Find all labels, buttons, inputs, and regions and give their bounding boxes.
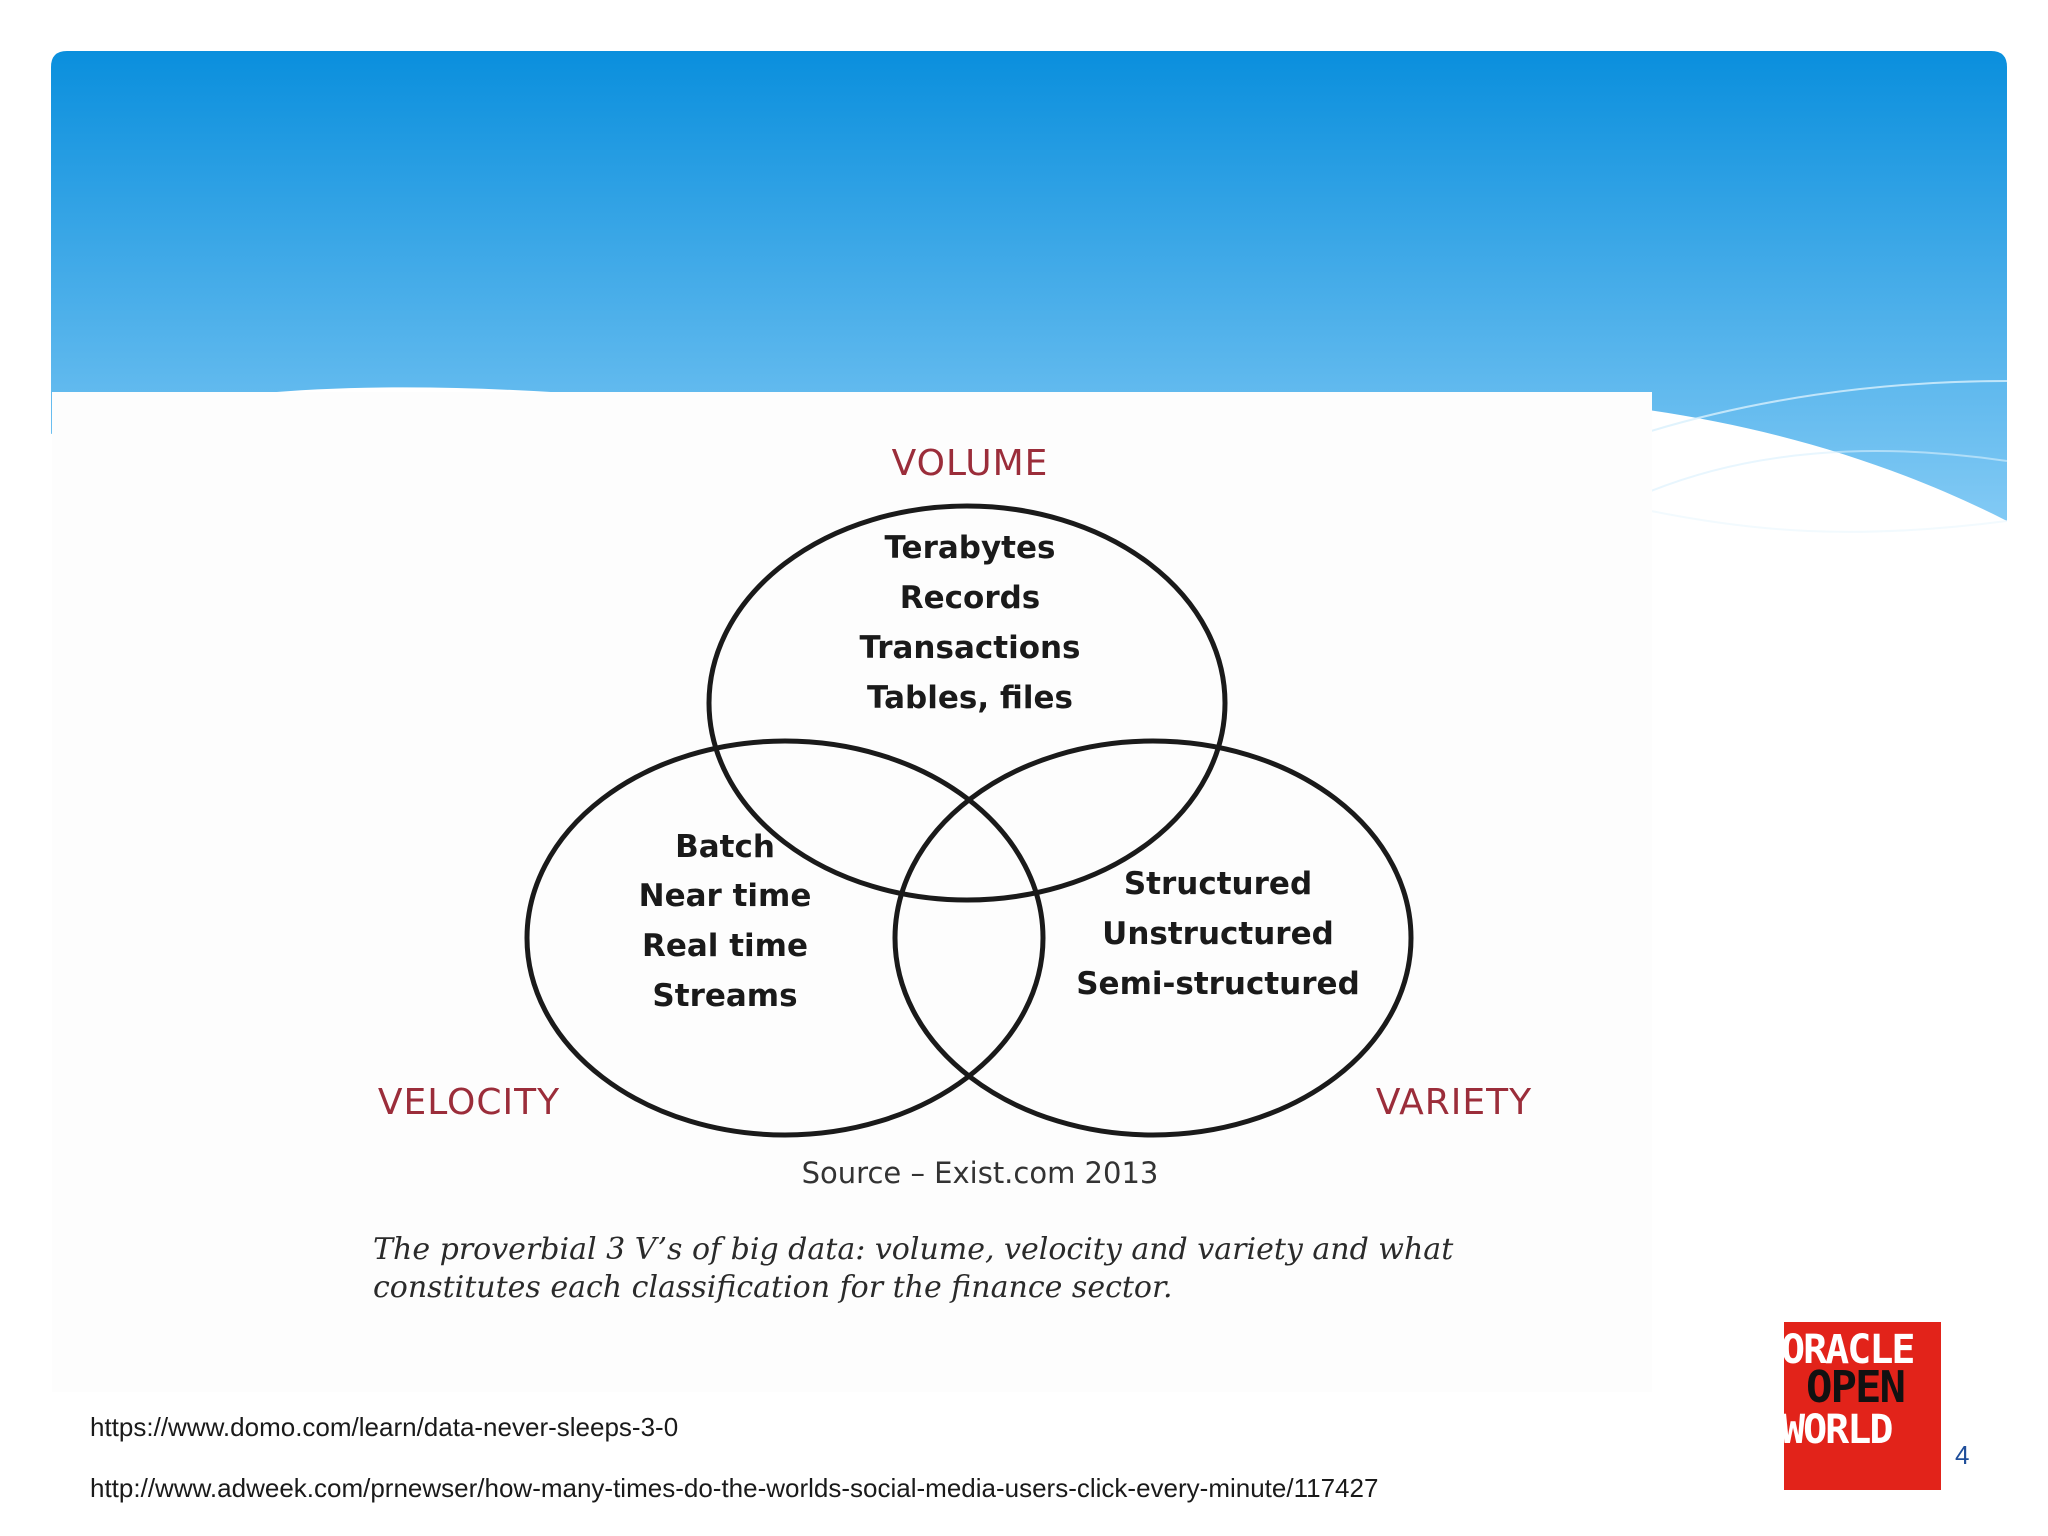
- velocity-item: Real time: [641, 928, 809, 964]
- variety-item: Structured: [1123, 866, 1313, 902]
- variety-label: VARIETY: [1375, 1082, 1533, 1123]
- volume-item: Transactions: [859, 630, 1081, 666]
- variety-item: Semi-structured: [1076, 966, 1360, 1002]
- volume-label: VOLUME: [891, 443, 1049, 484]
- volume-item: Records: [899, 580, 1041, 616]
- velocity-label: VELOCITY: [377, 1082, 561, 1123]
- velocity-item: Streams: [652, 978, 798, 1014]
- volume-item: Tables, files: [866, 680, 1074, 716]
- diagram-caption-line-2: constitutes each classification for the finance sector.: [373, 1270, 1173, 1305]
- logo-line-oracle: ORACLE: [1781, 1327, 1914, 1373]
- oracle-openworld-logo: [1781, 1322, 1941, 1490]
- velocity-item: Near time: [638, 878, 812, 914]
- diagram-source: Source – Exist.com 2013: [801, 1156, 1159, 1190]
- reference-link-adweek[interactable]: http://www.adweek.com/prnewser/how-many-times-do-the-worlds-social-media-users-click-every-minute/117427: [90, 1473, 1379, 1503]
- variety-item: Unstructured: [1102, 916, 1334, 952]
- logo-line-world: WORLD: [1781, 1407, 1892, 1453]
- diagram-caption-line-1: The proverbial 3 V’s of big data: volume, velocity and variety and what: [373, 1232, 1454, 1267]
- page-number: 4: [1955, 1440, 1970, 1470]
- volume-item: Terabytes: [884, 530, 1056, 566]
- velocity-item: Batch: [675, 829, 775, 865]
- logo-line-open: OPEN: [1806, 1362, 1904, 1413]
- reference-link-domo[interactable]: https://www.domo.com/learn/data-never-sleeps-3-0: [90, 1412, 679, 1442]
